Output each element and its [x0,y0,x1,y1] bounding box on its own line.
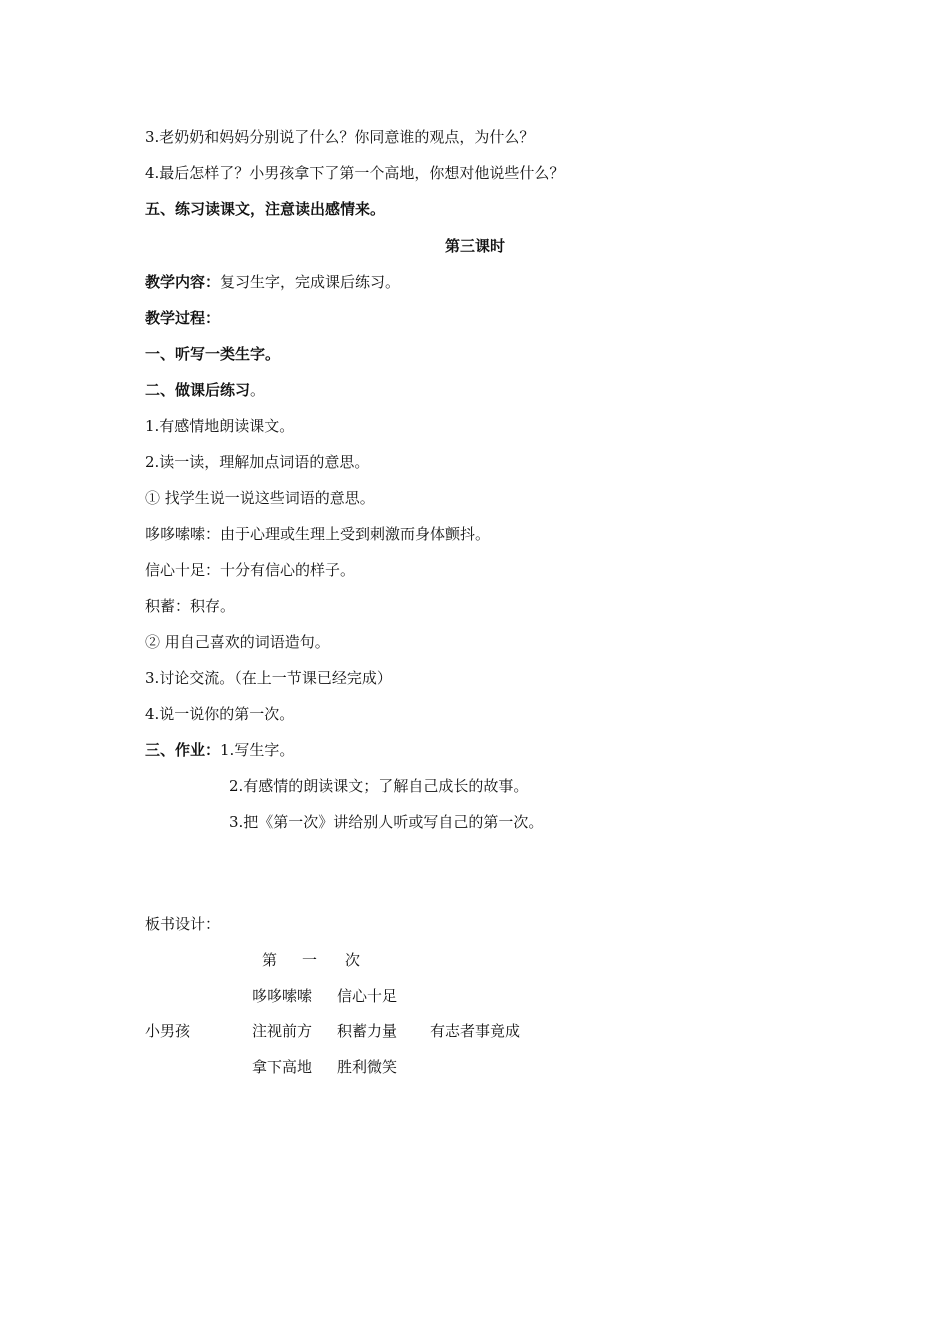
exercise-3: 3.讨论交流。（在上一节课已经完成） [145,669,392,687]
definition-2: 信心十足：十分有信心的样子。 [145,561,356,579]
board-subject: 小男孩 [145,1022,191,1040]
teaching-content-label: 教学内容： [145,273,221,291]
board-phrase: 注视前方 [252,1022,313,1040]
exercise-2: 2.读一读，理解加点词语的意思。 [145,453,370,471]
exercise-1: 1.有感情地朗读课文。 [145,417,295,435]
homework [145,740,294,760]
question-3: 3.老奶奶和妈妈分别说了什么？你同意谁的观点，为什么？ [145,128,535,146]
teaching-content [145,272,400,292]
board-phrase: 哆哆嗦嗦 [252,987,313,1005]
step-1: 一、听写一类生字。 [145,345,281,363]
board-title-char: 次 [345,951,361,969]
teaching-process-label: 教学过程： [145,309,221,327]
board-phrase: 信心十足 [337,987,398,1005]
homework-label: 三、作业： [145,741,221,759]
exercise-2b: ② 用自己喜欢的词语造句。 [145,633,330,651]
board-title-char: 一 [302,951,318,969]
step-2-end: 。 [250,381,266,399]
definition-1: 哆哆嗦嗦：由于心理或生理上受到刺激而身体颤抖。 [145,525,491,543]
board-title-char: 第 [262,951,278,969]
section-5-heading: 五、练习读课文，注意读出感情来。 [145,200,386,218]
board-design-label: 板书设计： [145,915,221,933]
exercise-4: 4.说一说你的第一次。 [145,705,295,723]
lesson-3-title: 第三课时 [444,237,505,255]
step-2 [145,380,265,400]
question-4: 4.最后怎样了？小男孩拿下了第一个高地，你想对他说些什么？ [145,164,565,182]
board-phrase: 拿下高地 [252,1058,313,1076]
board-phrase: 积蓄力量 [337,1022,398,1040]
definition-3: 积蓄：积存。 [145,597,236,615]
board-moral: 有志者事竟成 [430,1022,521,1040]
homework-item-3: 3.把《第一次》讲给别人听或写自己的第一次。 [229,813,544,831]
teaching-content-text: 复习生字，完成课后练习。 [220,273,401,291]
homework-item-2: 2.有感情的朗读课文；了解自己成长的故事。 [229,777,529,795]
board-phrase: 胜利微笑 [337,1058,398,1076]
step-2-label: 二、做课后练习 [145,381,251,399]
homework-item-1: 1.写生字。 [220,741,295,759]
exercise-2a: ① 找学生说一说这些词语的意思。 [145,489,375,507]
